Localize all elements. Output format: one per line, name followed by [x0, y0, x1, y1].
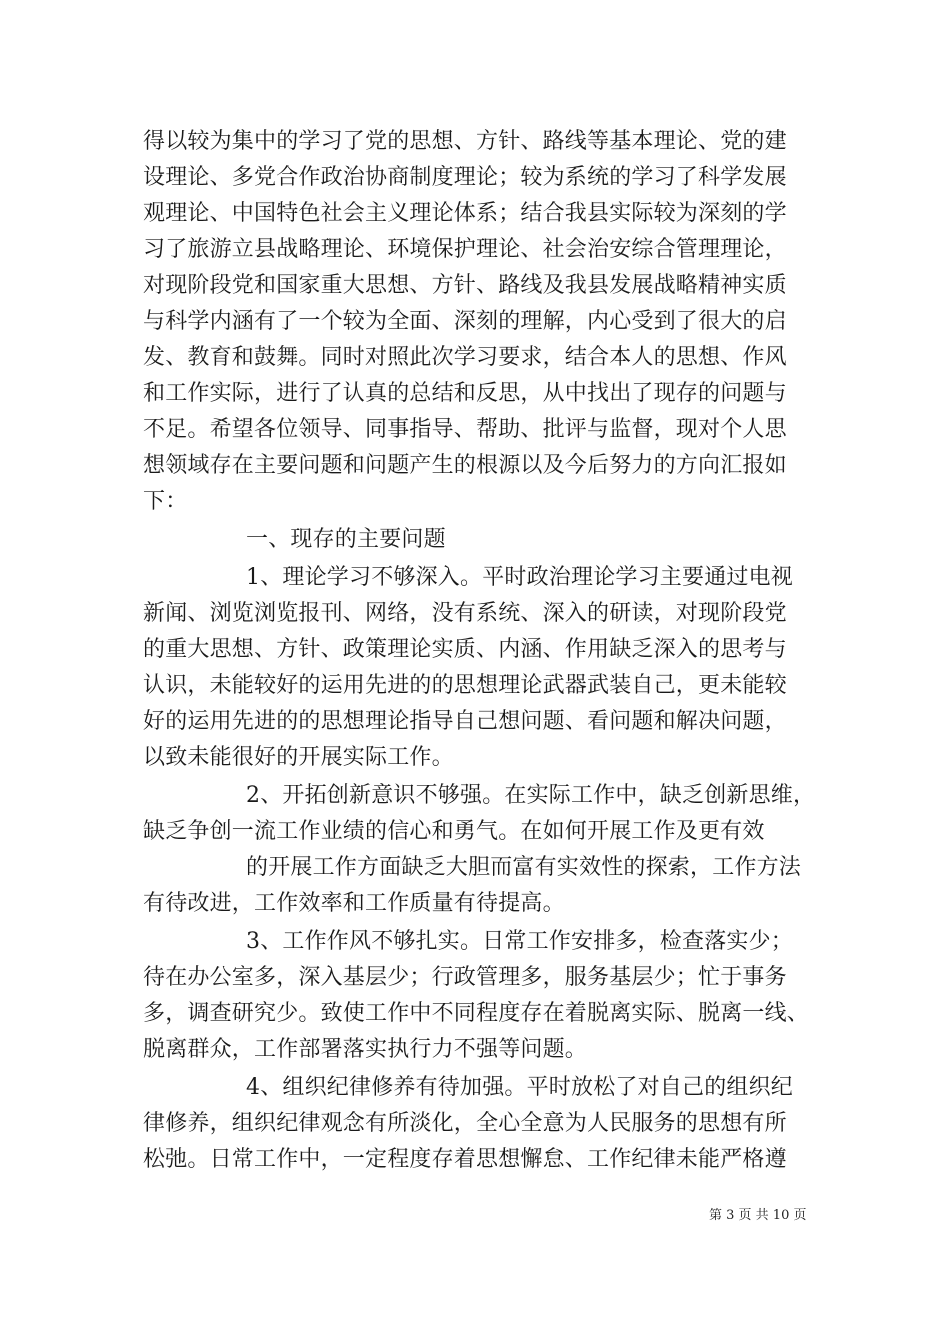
text-line: 得以较为集中的学习了党的思想、方针、路线等基本理论、党的建 — [143, 129, 787, 154]
text-line: 不足。希望各位领导、同事指导、帮助、批评与监督，现对个人思 — [143, 417, 787, 442]
paragraph-start: 3、工作作风不够扎实。日常工作安排多，检查落实少； — [246, 929, 793, 954]
text-line: 的重大思想、方针、政策理论实质、内涵、作用缺乏深入的思考与 — [143, 637, 787, 662]
section-heading: 一、现存的主要问题 — [246, 527, 446, 552]
paragraph-start: 1、理论学习不够深入。平时政治理论学习主要通过电视 — [246, 565, 793, 590]
text-line: 习了旅游立县战略理论、环境保护理论、社会治安综合管理理论， — [143, 237, 787, 262]
text-line: 与科学内涵有了一个较为全面、深刻的理解，内心受到了很大的启 — [143, 309, 787, 334]
paragraph-start: 2、开拓创新意识不够强。在实际工作中，缺乏创新思维， — [246, 783, 816, 808]
text-line: 脱离群众，工作部署落实执行力不强等问题。 — [143, 1037, 588, 1062]
text-line: 有待改进，工作效率和工作质量有待提高。 — [143, 891, 565, 916]
text-line: 缺乏争创一流工作业绩的信心和勇气。在如何开展工作及更有效 — [143, 819, 765, 844]
text-line: 多，调查研究少。致使工作中不同程度存在着脱离实际、脱离一线、 — [143, 1001, 810, 1026]
text-line: 观理论、中国特色社会主义理论体系；结合我县实际较为深刻的学 — [143, 201, 787, 226]
text-line: 好的运用先进的的思想理论指导自己想问题、看问题和解决问题， — [143, 709, 787, 734]
page-number: 第 3 页 共 10 页 — [709, 1208, 807, 1223]
text-line: 设理论、多党合作政治协商制度理论；较为系统的学习了科学发展 — [143, 165, 787, 190]
text-line: 待在办公室多，深入基层少；行政管理多，服务基层少；忙于事务 — [143, 965, 787, 990]
text-line: 下： — [143, 489, 188, 514]
text-line: 认识，未能较好的运用先进的的思想理论武器武装自己，更未能较 — [143, 673, 787, 698]
text-line: 发、教育和鼓舞。同时对照此次学习要求，结合本人的思想、作风 — [143, 345, 787, 370]
text-line: 和工作实际，进行了认真的总结和反思，从中找出了现存的问题与 — [143, 381, 787, 406]
text-line: 新闻、浏览浏览报刊、网络，没有系统、深入的研读，对现阶段党 — [143, 601, 787, 626]
text-line: 想领域存在主要问题和问题产生的根源以及今后努力的方向汇报如 — [143, 453, 787, 478]
text-line: 松弛。日常工作中，一定程度存着思想懈怠、工作纪律未能严格遵 — [143, 1147, 787, 1172]
text-line: 以致未能很好的开展实际工作。 — [143, 745, 454, 770]
paragraph-start: 4、组织纪律修养有待加强。平时放松了对自己的组织纪 — [246, 1075, 793, 1100]
text-line: 律修养，组织纪律观念有所淡化，全心全意为人民服务的思想有所 — [143, 1111, 787, 1136]
text-line: 的开展工作方面缺乏大胆而富有实效性的探索，工作方法 — [246, 855, 802, 880]
text-line: 对现阶段党和国家重大思想、方针、路线及我县发展战略精神实质 — [143, 273, 787, 298]
